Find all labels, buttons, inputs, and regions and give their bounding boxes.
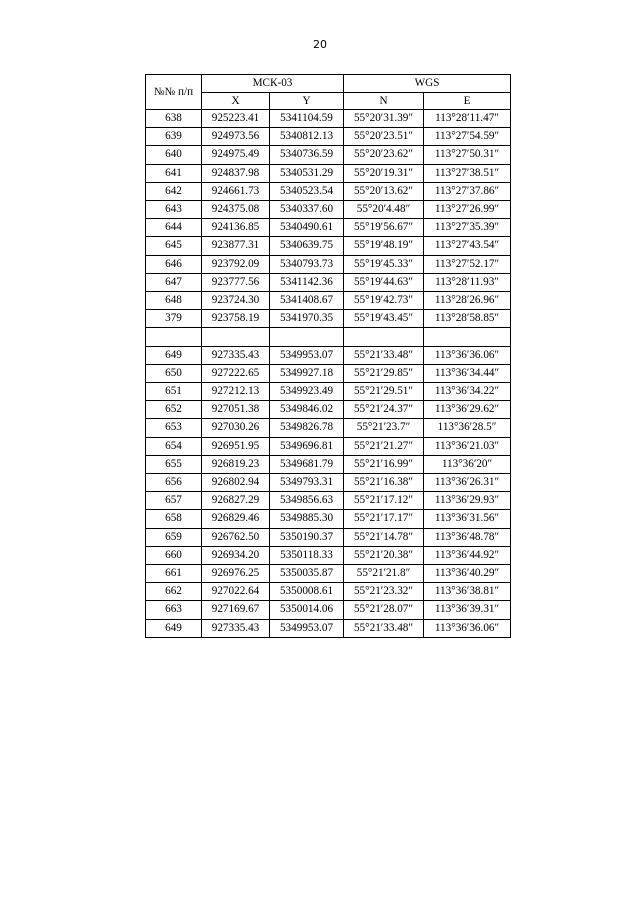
- point-number-cell: 660: [146, 546, 202, 564]
- e-cell: 113°27′26.99″: [424, 201, 511, 219]
- point-number-cell: 643: [146, 201, 202, 219]
- x-cell: 924975.49: [202, 146, 270, 164]
- y-cell: 5349923.49: [270, 383, 344, 401]
- y-cell: 5349793.31: [270, 474, 344, 492]
- e-cell: 113°28′11.93″: [424, 273, 511, 291]
- y-cell: 5349846.02: [270, 401, 344, 419]
- e-cell: 113°36′26.31″: [424, 474, 511, 492]
- e-cell: 113°36′40.29″: [424, 565, 511, 583]
- n-cell: 55°21′29.85″: [344, 364, 424, 382]
- x-header: X: [202, 92, 270, 110]
- x-cell: 925223.41: [202, 110, 270, 128]
- table-row: [146, 510, 511, 528]
- n-cell: 55°20′23.51″: [344, 128, 424, 146]
- y-cell: 5350008.61: [270, 583, 344, 601]
- e-cell: 113°28′26.96″: [424, 292, 511, 310]
- x-cell: 923777.56: [202, 273, 270, 291]
- x-cell: 924136.85: [202, 219, 270, 237]
- table-row: [146, 182, 511, 200]
- point-number-cell: 645: [146, 237, 202, 255]
- point-number-cell: 653: [146, 419, 202, 437]
- x-cell: 926819.23: [202, 455, 270, 473]
- point-number-cell: 641: [146, 164, 202, 182]
- table-row: [146, 273, 511, 291]
- y-cell: 5349885.30: [270, 510, 344, 528]
- y-cell: 5350014.06: [270, 601, 344, 619]
- e-cell: 113°36′38.81″: [424, 583, 511, 601]
- n-cell: 55°21′23.32″: [344, 583, 424, 601]
- table-row: [146, 346, 511, 364]
- x-cell: 924661.73: [202, 182, 270, 200]
- y-cell: 5350035.87: [270, 565, 344, 583]
- y-cell: 5349696.81: [270, 437, 344, 455]
- point-number-cell: 651: [146, 383, 202, 401]
- table-row: [146, 237, 511, 255]
- table-row: [146, 565, 511, 583]
- x-cell: 927212.13: [202, 383, 270, 401]
- n-cell: 55°21′16.99″: [344, 455, 424, 473]
- table-row: [146, 201, 511, 219]
- x-cell: 927222.65: [202, 364, 270, 382]
- x-cell: 923758.19: [202, 310, 270, 328]
- e-cell: 113°36′39.31″: [424, 601, 511, 619]
- n-cell: 55°20′23.62″: [344, 146, 424, 164]
- table-row: [146, 528, 511, 546]
- x-cell: 924973.56: [202, 128, 270, 146]
- point-number-cell: 652: [146, 401, 202, 419]
- n-cell: 55°20′13.62″: [344, 182, 424, 200]
- n-cell: 55°21′33.48″: [344, 619, 424, 637]
- y-cell: 5341408.67: [270, 292, 344, 310]
- y-cell: 5340523.54: [270, 182, 344, 200]
- n-cell: 55°21′16.38″: [344, 474, 424, 492]
- x-cell: 926762.50: [202, 528, 270, 546]
- x-cell: 926934.20: [202, 546, 270, 564]
- y-cell: 5340793.73: [270, 255, 344, 273]
- n-cell: 55°19′44.63″: [344, 273, 424, 291]
- x-cell: 926829.46: [202, 510, 270, 528]
- y-cell: 5341104.59: [270, 110, 344, 128]
- point-number-cell: 655: [146, 455, 202, 473]
- x-cell: 927022.64: [202, 583, 270, 601]
- coordinates-table: [145, 74, 511, 638]
- y-cell: 5340337.60: [270, 201, 344, 219]
- table-row: [146, 128, 511, 146]
- y-cell: 5350118.33: [270, 546, 344, 564]
- x-cell: 927051.38: [202, 401, 270, 419]
- x-cell: 927335.43: [202, 346, 270, 364]
- e-cell: 113°36′31.56″: [424, 510, 511, 528]
- y-cell: 5340736.59: [270, 146, 344, 164]
- e-cell: 113°27′37.86″: [424, 182, 511, 200]
- table-row: [146, 219, 511, 237]
- y-cell: 5341970.35: [270, 310, 344, 328]
- point-number-cell: 662: [146, 583, 202, 601]
- y-cell: 5349856.63: [270, 492, 344, 510]
- point-number-header: №№ п/п: [146, 75, 202, 110]
- n-header: N: [344, 92, 424, 110]
- e-cell: 113°36′36.06″: [424, 619, 511, 637]
- table-row: [146, 474, 511, 492]
- n-cell: 55°21′23.7″: [344, 419, 424, 437]
- table-row: [146, 383, 511, 401]
- point-number-cell: 648: [146, 292, 202, 310]
- point-number-cell: 656: [146, 474, 202, 492]
- n-cell: 55°21′24.37″: [344, 401, 424, 419]
- table-row: [146, 310, 511, 328]
- e-cell: 113°27′43.54″: [424, 237, 511, 255]
- e-cell: [424, 328, 511, 346]
- e-cell: 113°36′44.92″: [424, 546, 511, 564]
- point-number-cell: 646: [146, 255, 202, 273]
- x-cell: 924837.98: [202, 164, 270, 182]
- table-row: [146, 146, 511, 164]
- n-cell: 55°21′14.78″: [344, 528, 424, 546]
- point-number-cell: 658: [146, 510, 202, 528]
- point-number-cell: 647: [146, 273, 202, 291]
- table-row: [146, 437, 511, 455]
- e-cell: 113°36′21.03″: [424, 437, 511, 455]
- point-number-cell: 649: [146, 346, 202, 364]
- point-number-cell: 644: [146, 219, 202, 237]
- point-number-cell: 663: [146, 601, 202, 619]
- point-number-cell: 649: [146, 619, 202, 637]
- e-cell: 113°28′11.47″: [424, 110, 511, 128]
- y-cell: 5349953.07: [270, 619, 344, 637]
- table-row: [146, 419, 511, 437]
- table-row: [146, 455, 511, 473]
- n-cell: 55°21′21.27″: [344, 437, 424, 455]
- wgs-header: WGS: [344, 75, 511, 93]
- x-cell: 927030.26: [202, 419, 270, 437]
- y-cell: 5349927.18: [270, 364, 344, 382]
- n-cell: 55°19′45.33″: [344, 255, 424, 273]
- x-cell: 926827.29: [202, 492, 270, 510]
- n-cell: 55°20′4.48″: [344, 201, 424, 219]
- table-header-row: [146, 75, 511, 93]
- y-cell: 5340490.61: [270, 219, 344, 237]
- e-cell: 113°36′28.5″: [424, 419, 511, 437]
- e-header: E: [424, 92, 511, 110]
- y-cell: 5349953.07: [270, 346, 344, 364]
- e-cell: 113°28′58.85″: [424, 310, 511, 328]
- e-cell: 113°36′48.78″: [424, 528, 511, 546]
- point-number-cell: 379: [146, 310, 202, 328]
- x-cell: 924375.08: [202, 201, 270, 219]
- y-cell: 5349681.79: [270, 455, 344, 473]
- n-cell: 55°21′20.38″: [344, 546, 424, 564]
- x-cell: 926951.95: [202, 437, 270, 455]
- x-cell: 927169.67: [202, 601, 270, 619]
- n-cell: 55°21′29.51″: [344, 383, 424, 401]
- e-cell: 113°27′52.17″: [424, 255, 511, 273]
- table-row: [146, 110, 511, 128]
- y-cell: 5341142.36: [270, 273, 344, 291]
- table-row: [146, 364, 511, 382]
- point-number-cell: 659: [146, 528, 202, 546]
- point-number-cell: 642: [146, 182, 202, 200]
- y-header: Y: [270, 92, 344, 110]
- n-cell: 55°21′17.17″: [344, 510, 424, 528]
- page-number: 20: [313, 38, 327, 51]
- point-number-cell: 638: [146, 110, 202, 128]
- n-cell: 55°20′19.31″: [344, 164, 424, 182]
- table-row: [146, 492, 511, 510]
- table-row: [146, 401, 511, 419]
- e-cell: 113°27′38.51″: [424, 164, 511, 182]
- y-cell: 5340812.13: [270, 128, 344, 146]
- table-row: [146, 546, 511, 564]
- x-cell: 923724.30: [202, 292, 270, 310]
- point-number-cell: [146, 328, 202, 346]
- e-cell: 113°27′35.39″: [424, 219, 511, 237]
- e-cell: 113°36′34.22″: [424, 383, 511, 401]
- point-number-cell: 657: [146, 492, 202, 510]
- n-cell: 55°21′21.8″: [344, 565, 424, 583]
- e-cell: 113°27′54.59″: [424, 128, 511, 146]
- n-cell: 55°21′28.07″: [344, 601, 424, 619]
- table-row: [146, 292, 511, 310]
- x-cell: 923792.09: [202, 255, 270, 273]
- e-cell: 113°36′34.44″: [424, 364, 511, 382]
- point-number-cell: 639: [146, 128, 202, 146]
- e-cell: 113°36′20″: [424, 455, 511, 473]
- x-cell: [202, 328, 270, 346]
- msk-header: МСК-03: [202, 75, 344, 93]
- n-cell: 55°20′31.39″: [344, 110, 424, 128]
- table-row: [146, 328, 511, 346]
- e-cell: 113°27′50.31″: [424, 146, 511, 164]
- x-cell: 927335.43: [202, 619, 270, 637]
- y-cell: 5340531.29: [270, 164, 344, 182]
- y-cell: 5349826.78: [270, 419, 344, 437]
- e-cell: 113°36′36.06″: [424, 346, 511, 364]
- table-row: [146, 619, 511, 637]
- x-cell: 923877.31: [202, 237, 270, 255]
- point-number-cell: 640: [146, 146, 202, 164]
- n-cell: 55°19′56.67″: [344, 219, 424, 237]
- n-cell: 55°21′17.12″: [344, 492, 424, 510]
- n-cell: 55°19′42.73″: [344, 292, 424, 310]
- n-cell: [344, 328, 424, 346]
- y-cell: [270, 328, 344, 346]
- table-body: [146, 110, 511, 638]
- x-cell: 926802.94: [202, 474, 270, 492]
- table-row: [146, 601, 511, 619]
- point-number-cell: 654: [146, 437, 202, 455]
- y-cell: 5340639.75: [270, 237, 344, 255]
- point-number-cell: 661: [146, 565, 202, 583]
- y-cell: 5350190.37: [270, 528, 344, 546]
- table-row: [146, 164, 511, 182]
- x-cell: 926976.25: [202, 565, 270, 583]
- table-row: [146, 583, 511, 601]
- point-number-cell: 650: [146, 364, 202, 382]
- n-cell: 55°19′48.19″: [344, 237, 424, 255]
- e-cell: 113°36′29.93″: [424, 492, 511, 510]
- n-cell: 55°19′43.45″: [344, 310, 424, 328]
- table-row: [146, 255, 511, 273]
- n-cell: 55°21′33.48″: [344, 346, 424, 364]
- e-cell: 113°36′29.62″: [424, 401, 511, 419]
